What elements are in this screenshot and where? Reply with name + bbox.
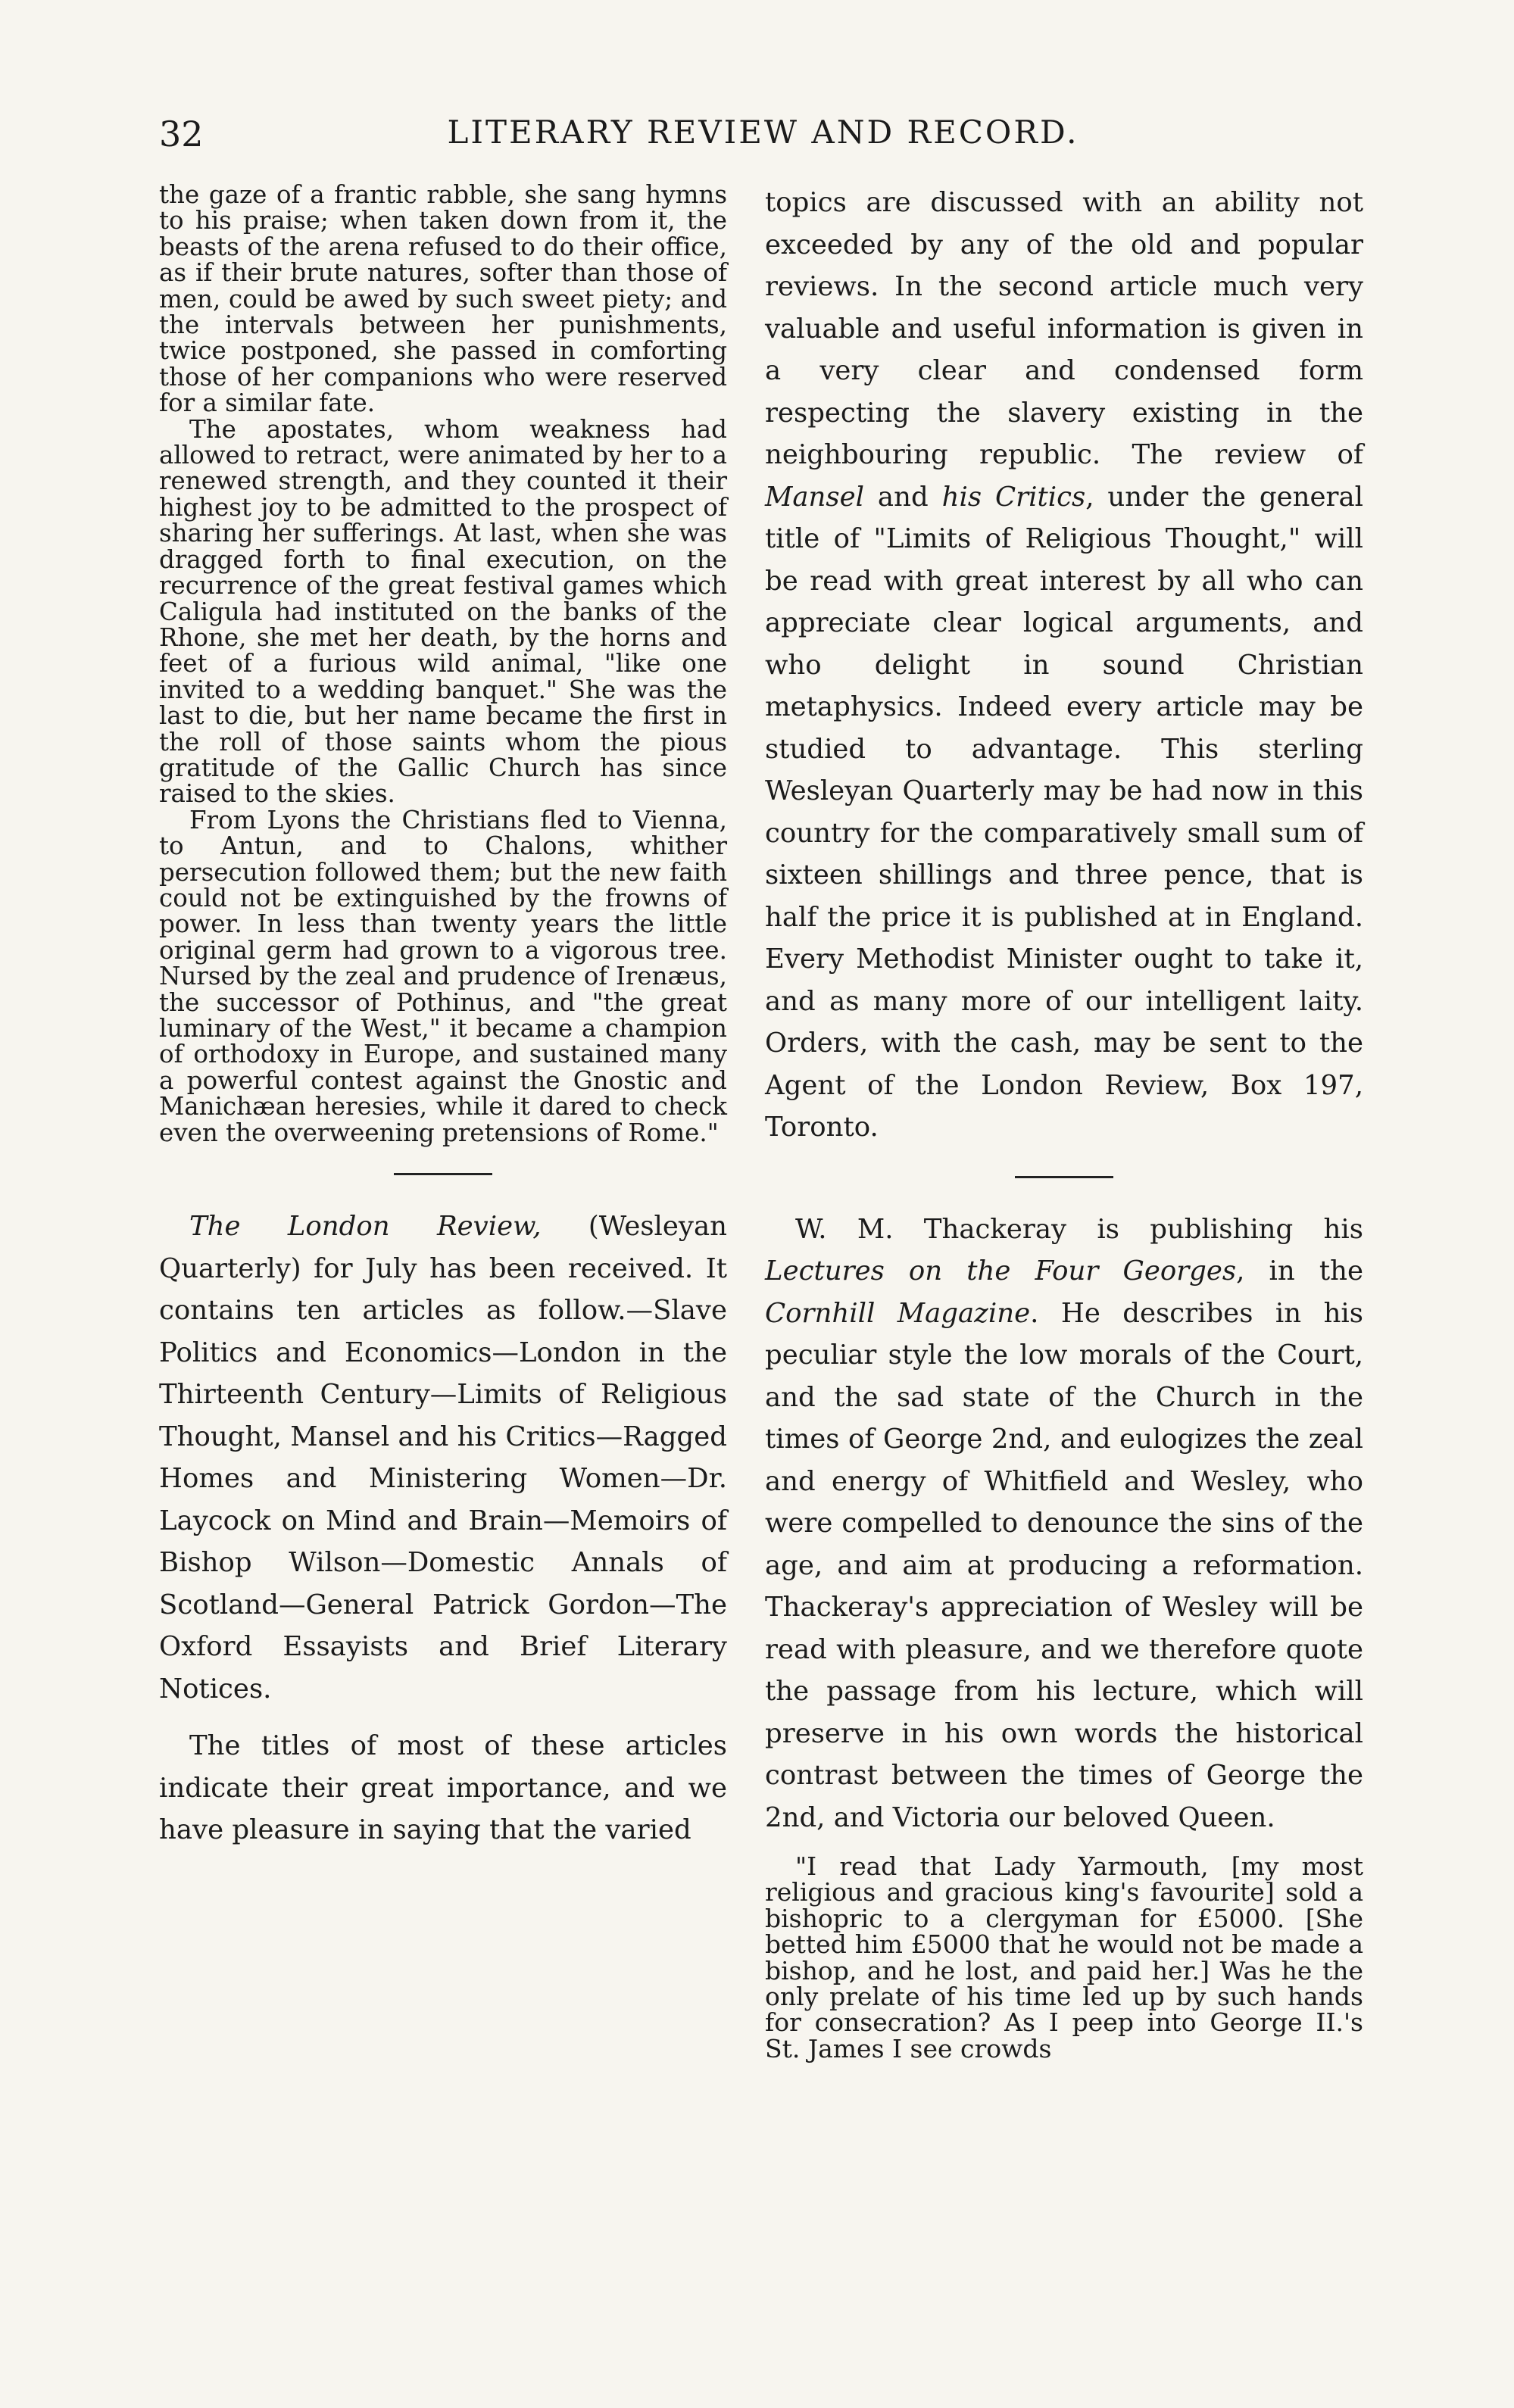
- magazine-title: Cornhill Magazine: [765, 1297, 1031, 1329]
- page-header: [159, 114, 1367, 167]
- london-review-title: The London Review,: [189, 1211, 542, 1243]
- section-divider: [1015, 1176, 1113, 1178]
- thackeray-quote: "I read that Lady Yarmouth, [my most religious and gracious king's favourite] sold a bishopric to a clergyman for £5000. [She betted him £5000 that he would not be made a bishop, and he lost, and paid her.] Was he the only prelate of his time led up by such hands for consecration? As I peep into George II.'s St. James I see crowds: [765, 1851, 1363, 2063]
- mansel-name: Mansel: [765, 481, 864, 513]
- london-review-paragraph: The London Review, (Wesleyan Quarterly) for July has been received. It contains ten articles as follow.—Slave Politics and Economics—London in the Thirteenth Century—Limits of Religious Thought, Mansel and his Critics—Ragged Homes and Ministering Women—Dr. Laycock on Mind and Brain—Memoirs of Bishop Wilson—Domestic Annals of Scotland—General Patrick Gordon—The Oxford Essayists and Brief Literary Notices.: [159, 1211, 727, 1705]
- lectures-title: Lectures on the Four Georges: [765, 1255, 1237, 1287]
- right-column: [765, 182, 1363, 2062]
- running-title: LITERARY REVIEW AND RECORD.: [447, 114, 1079, 151]
- left-column: [159, 182, 727, 1851]
- titles-paragraph: The titles of most of these articles indicate their great importance, and we have pleasure in saying that the varied: [159, 1730, 727, 1846]
- martyr-paragraph-3: From Lyons the Christians fled to Vienna, to Antun, and to Chalons, whither persecution followed them; but the new faith could not be extinguished by the frowns of power. In less than twenty years the little original germ had grown to a vigorous tree. Nursed by the zeal and prudence of Irenæus, the successor of Pothinus, and "the great luminary of the West," it became a champion of orthodoxy in Europe, and sustained many a powerful contest against the Gnostic and Manichæan heresies, while it dared to check even the overweening pretensions of Rome.": [159, 805, 727, 1147]
- martyr-paragraph-1: the gaze of a frantic rabble, she sang hymns to his praise; when taken down from it, the beasts of the arena refused to do their office, as if their brute natures, softer than those of men, could be awed by such sweet piety; and the intervals between her punishments, twice postponed, she passed in comforting those of her companions who were reserved for a similar fate.: [159, 180, 727, 418]
- thackeray-paragraph: W. M. Thackeray is publishing his Lectures on the Four Georges, in the Cornhill Magazine. He describes in his peculiar style the low morals of the Court, and the sad state of the Church in the times of George 2nd, and eulogizes the zeal and energy of Whitfield and Wesley, who were compelled to denounce the sins of the age, and aim at producing a reformation. Thackeray's appreciation of Wesley will be read with pleasure, and we therefore quote the passage from his lecture, which will preserve in his own words the historical contrast between the times of George the 2nd, and Victoria our beloved Queen.: [765, 1213, 1363, 1833]
- martyr-paragraph-2: The apostates, whom weakness had allowed to retract, were animated by her to a renewed strength, and they counted it their highest joy to be admitted to the prospect of sharing her sufferings. At last, when she was dragged forth to final execution, on the recurrence of the great festival games which Caligula had instituted on the banks of the Rhone, she met her death, by the horns and feet of a furious wild animal, "like one invited to a wedding banquet." She was the last to die, but her name became the first in the roll of those saints whom the pious gratitude of the Gallic Church has since raised to the skies.: [159, 414, 727, 809]
- section-divider: [394, 1173, 492, 1175]
- review-continuation-paragraph: topics are discussed with an ability not exceeded by any of the old and popular reviews. In the second article much very valuable and useful information is given in a very clear and condensed form respecting the slavery existing in the neighbouring republic. The review of Mansel and his Critics, under the general title of "Limits of Religious Thought," will be read with great interest by all who can appreciate clear logical arguments, and who delight in sound Christian metaphysics. Indeed every article may be studied to advantage. This sterling Wesleyan Quarterly may be had now in this country for the comparatively small sum of sixteen shillings and three pence, that is half the price it is published at in England. Every Methodist Minister ought to take it, and as many more of our intelligent laity. Orders, with the cash, may be sent to the Agent of the London Review, Box 197, Toronto.: [765, 187, 1363, 1143]
- page-number: 32: [159, 114, 204, 154]
